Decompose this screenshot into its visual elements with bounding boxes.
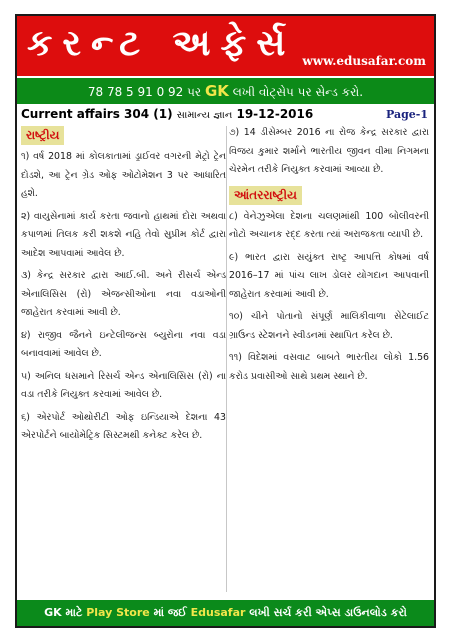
column-international <box>229 124 429 594</box>
banner-title: કરન્ટ અફેર્સ <box>27 23 296 64</box>
footer-post: લખી સર્ચ કરી એપ્સ ડાઉનલોડ કરો <box>245 606 407 619</box>
news-item: ૧૦) ચીને પોતાનો સંપૂર્ણ માલિકીવાળા સેટેલાઈટ ગ્રાઉન્ડ સ્ટેશનને સ્વીડનમાં સ્થાપિત કરેલ છે. <box>229 311 429 341</box>
section-heading-international: આંતરરાષ્ટ્રીય <box>229 186 302 205</box>
news-item: ૭) 14 ડીસેમ્બર 2016 ના રોજ કેન્દ્ર સરકાર દ્વારા વિજય કુમાર શર્માને ભારતીય જીવન વીમા નિગમના ચેરમેન તરીકે નિયુક્ત કરવામાં આવ્યા છે. <box>229 127 429 175</box>
title-banner <box>17 16 434 76</box>
issue-subtitle: સામાન્ય જ્ઞાન <box>176 110 233 121</box>
issue-date: 19-12-2016 <box>236 107 314 121</box>
news-item: ૧૧) વિદેશમાં વસવાટ બાબતે ભારતીય લોકો 1.56 કરોડ પ્રવાસીઓ સાથે પ્રથમ સ્થાને છે. <box>229 352 429 382</box>
section-heading-national: રાષ્ટ્રીય <box>21 126 64 145</box>
column-national <box>21 124 226 594</box>
issue-header <box>21 107 313 121</box>
footer-app-name: Edusafar <box>190 606 246 619</box>
news-item: ૬) એરપોર્ટ ઓથોરીટી ઓફ ઇન્ડિયાએ દેશના 43 એરપોર્ટને બાયોમેટ્રિક સિસ્ટમથી કનેક્ટ કરેલ છે. <box>21 411 226 441</box>
news-item: ૪) રાજીવ જૈનને ઇન્ટેલીજન્સ બ્યુરોના નવા વડા બનાવવામાં આવેલ છે. <box>21 329 226 359</box>
news-item: ૧) વર્ષ 2018 માં કોલકાતામાં ડ્રાઈવર વગરની મેટ્રો ટ્રેન દોડશે, આ ટ્રેન ગ્રેડ ઓફ ઓટોમેશન 3 પર આધારિત હશે. <box>21 151 226 199</box>
contact-phone: 78 78 5 91 0 92 <box>87 85 184 99</box>
footer-pre: GK માટે <box>44 606 87 619</box>
contact-post: લખી વોટ્સેપ પર સેન્ડ કરો. <box>228 85 364 99</box>
contact-bar <box>17 78 434 104</box>
website-url: www.edusafar.com <box>302 54 426 68</box>
news-item: ૨) વાયુસેનામાં કાર્ય કરતા જવાનો હાથમાં દોરા અથવા કપાળમાં તિલક કરી શકશે નહિ તેવો સુપ્રીમ કોર્ટ દ્વારા આદેશ આપવામાં આવેલ છે. <box>21 210 226 259</box>
issue-title: Current affairs 304 (1) <box>21 107 173 121</box>
footer-bar <box>17 600 434 626</box>
footer-mid: માં જઈ <box>149 606 191 619</box>
news-item: ૮) વેનેઝુએલા દેશના ચલણમાંથી 100 બોલીવરની નોટો અચાનક રદ્દ કરતા ત્યાં અરાજકતા વ્યાપી છે. <box>229 210 429 240</box>
page-number: Page-1 <box>385 108 428 121</box>
news-item: ૩) કેન્દ્ર સરકાર દ્વારા આઈ.બી. અને રીસર્ચ એન્ડ એનાલિસિસ (રો) એજન્સીઓના નવા વડાઓની જાહેરાત કરવામાં આવી છે. <box>21 270 226 318</box>
footer-store: Play Store <box>86 606 150 619</box>
news-item: ૯) ભારત દ્વારા સયુંક્ત રાષ્ટ્ર આપત્તિ કોષમાં વર્ષ 2016–17 માં પાંચ લાખ ડોલર યોગદાન આપવાની જાહેરાત કરવામાં આવી છે. <box>229 251 429 300</box>
contact-gk: GK <box>204 82 229 100</box>
news-item: ૫) અનિલ ધસમાને રિસર્ચ એન્ડ એનાલિસિસ (રો) ના વડા તરીકે નિયુક્ત કરવામાં આવેલ છે. <box>21 370 226 400</box>
page-frame <box>15 14 436 628</box>
contact-pre: પર <box>183 85 205 99</box>
column-divider <box>226 126 227 592</box>
